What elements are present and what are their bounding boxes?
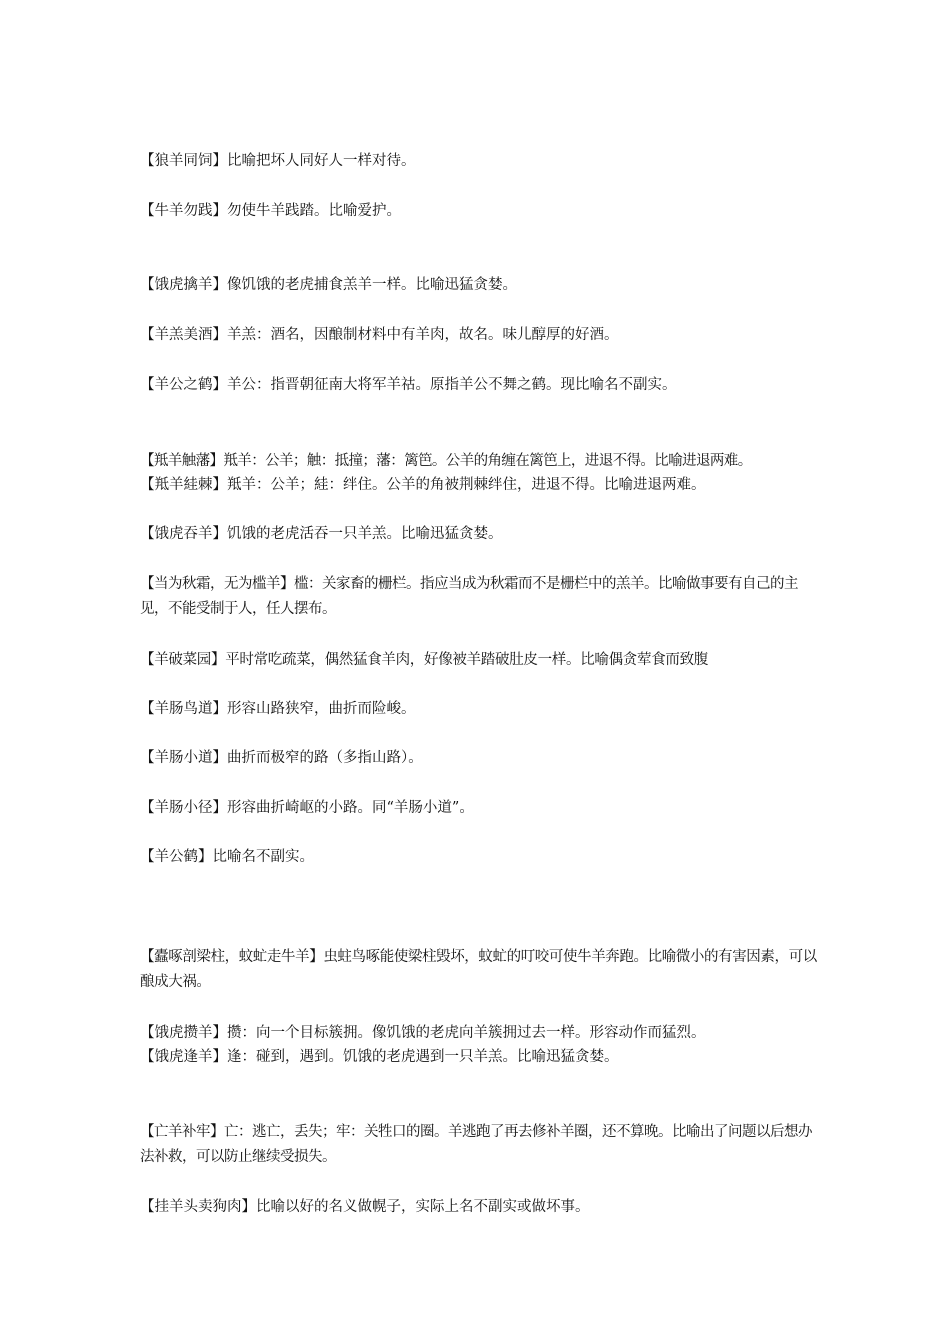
entry-term: 【羝羊触藩】 <box>140 453 224 469</box>
entry-wang-yang-bu-lao <box>140 1120 820 1170</box>
entry-term: 【羊破菜园】 <box>140 652 226 668</box>
entry-definition: 羝羊：公羊；絓：绊住。公羊的角被荆棘绊住，进退不得。比喻进退两难。 <box>227 477 706 493</box>
entry-term: 【羊肠鸟道】 <box>140 701 227 717</box>
entry-dang-wei-qiu-shuang <box>140 572 820 622</box>
entry-definition: 攒：向一个目标簇拥。像饥饿的老虎向羊簇拥过去一样。形容动作而猛烈。 <box>227 1025 706 1041</box>
entry-niu-yang-wu-jian <box>140 199 820 224</box>
entry-yang-chang-xiao-jing <box>140 796 820 821</box>
entry-definition: 勿使牛羊践踏。比喻爱护。 <box>227 203 401 219</box>
entry-yang-gong-zhi-he <box>140 373 820 398</box>
entry-e-hu-qin-yang <box>140 273 820 298</box>
entry-term: 【饿虎吞羊】 <box>140 526 227 542</box>
entry-definition: 亡：逃亡，丢失；牢：关牲口的圈。羊逃跑了再去修补羊圈，还不算晚。比喻出了问题以后想办法补救，可以防止继续受损失。 <box>140 1124 812 1165</box>
entry-e-hu-tun-yang <box>140 522 820 547</box>
entry-term: 【饿虎擒羊】 <box>140 277 227 293</box>
entry-term: 【羊肠小道】 <box>140 750 227 766</box>
entry-definition: 形容山路狭窄，曲折而险峻。 <box>227 701 416 717</box>
entry-term: 【饿虎逢羊】 <box>140 1049 227 1065</box>
entry-definition: 平时常吃疏菜，偶然猛食羊肉，好像被羊踏破肚皮一样。比喻偶贪荤食而致腹 <box>225 652 709 668</box>
entry-gua-yang-tou-mai-gou-rou <box>140 1195 820 1220</box>
entry-definition: 羝羊：公羊；触：抵撞；藩：篱笆。公羊的角缠在篱笆上，进退不得。比喻进退两难。 <box>223 453 752 469</box>
entry-definition: 槛：关家畜的栅栏。指应当成为秋霜而不是栅栏中的羔羊。比喻做事要有自己的主见，不能受制于人，任人摆布。 <box>140 576 798 617</box>
entry-di-yang-gua-ji <box>140 473 820 498</box>
entry-term: 【羊公之鹤】 <box>140 377 227 393</box>
entry-term: 【当为秋霜，无为槛羊】 <box>140 576 294 592</box>
entry-definition: 像饥饿的老虎捕食羔羊一样。比喻迅猛贪婪。 <box>227 277 517 293</box>
entry-term: 【羊羔美酒】 <box>140 327 227 343</box>
entry-term: 【蠹啄剖梁柱，蚊虻走牛羊】 <box>140 949 324 965</box>
entry-yang-gao-mei-jiu <box>140 323 820 348</box>
entry-definition: 比喻以好的名义做幌子，实际上名不副实或做坏事。 <box>256 1199 590 1215</box>
entry-yang-chang-niao-dao <box>140 697 820 722</box>
entry-term: 【羊公鹤】 <box>140 849 213 865</box>
entry-definition: 比喻名不副实。 <box>212 849 314 865</box>
entry-definition: 比喻把坏人同好人一样对待。 <box>227 153 416 169</box>
entry-di-yang-chu-fan <box>140 449 820 474</box>
entry-term: 【饿虎攒羊】 <box>140 1025 227 1041</box>
entry-definition: 逢：碰到，遇到。饥饿的老虎遇到一只羊羔。比喻迅猛贪婪。 <box>227 1049 619 1065</box>
entry-lang-yang-tong-si <box>140 149 820 174</box>
entry-du-zhuo-pou-liang-zhu <box>140 945 820 995</box>
entry-definition: 饥饿的老虎活吞一只羊羔。比喻迅猛贪婪。 <box>227 526 503 542</box>
entry-yang-chang-xiao-dao <box>140 746 820 771</box>
entry-definition: 曲折而极窄的路（多指山路）。 <box>227 750 423 766</box>
entry-e-hu-zan-yang <box>140 1021 820 1046</box>
entry-term: 【狼羊同饲】 <box>140 153 227 169</box>
entry-yang-po-cai-yuan <box>140 648 820 673</box>
entry-definition: 羊羔：酒名，因酿制材料中有羊肉，故名。味儿醇厚的好酒。 <box>227 327 619 343</box>
entry-term: 【牛羊勿践】 <box>140 203 227 219</box>
entry-definition: 虫蛀鸟啄能使梁柱毁坏，蚊虻的叮咬可使牛羊奔跑。比喻微小的有害因素，可以酿成大祸。 <box>140 949 817 990</box>
entry-term: 【挂羊头卖狗肉】 <box>140 1199 256 1215</box>
entry-term: 【羝羊絓棘】 <box>140 477 227 493</box>
entry-term: 【羊肠小径】 <box>140 800 227 816</box>
entry-definition: 形容曲折崎岖的小路。同“羊肠小道”。 <box>227 800 474 816</box>
entry-term: 【亡羊补牢】 <box>140 1124 224 1140</box>
entry-e-hu-feng-yang <box>140 1045 820 1070</box>
entry-yang-gong-he <box>140 845 820 870</box>
entry-definition: 羊公：指晋朝征南大将军羊祜。原指羊公不舞之鹤。现比喻名不副实。 <box>227 377 677 393</box>
